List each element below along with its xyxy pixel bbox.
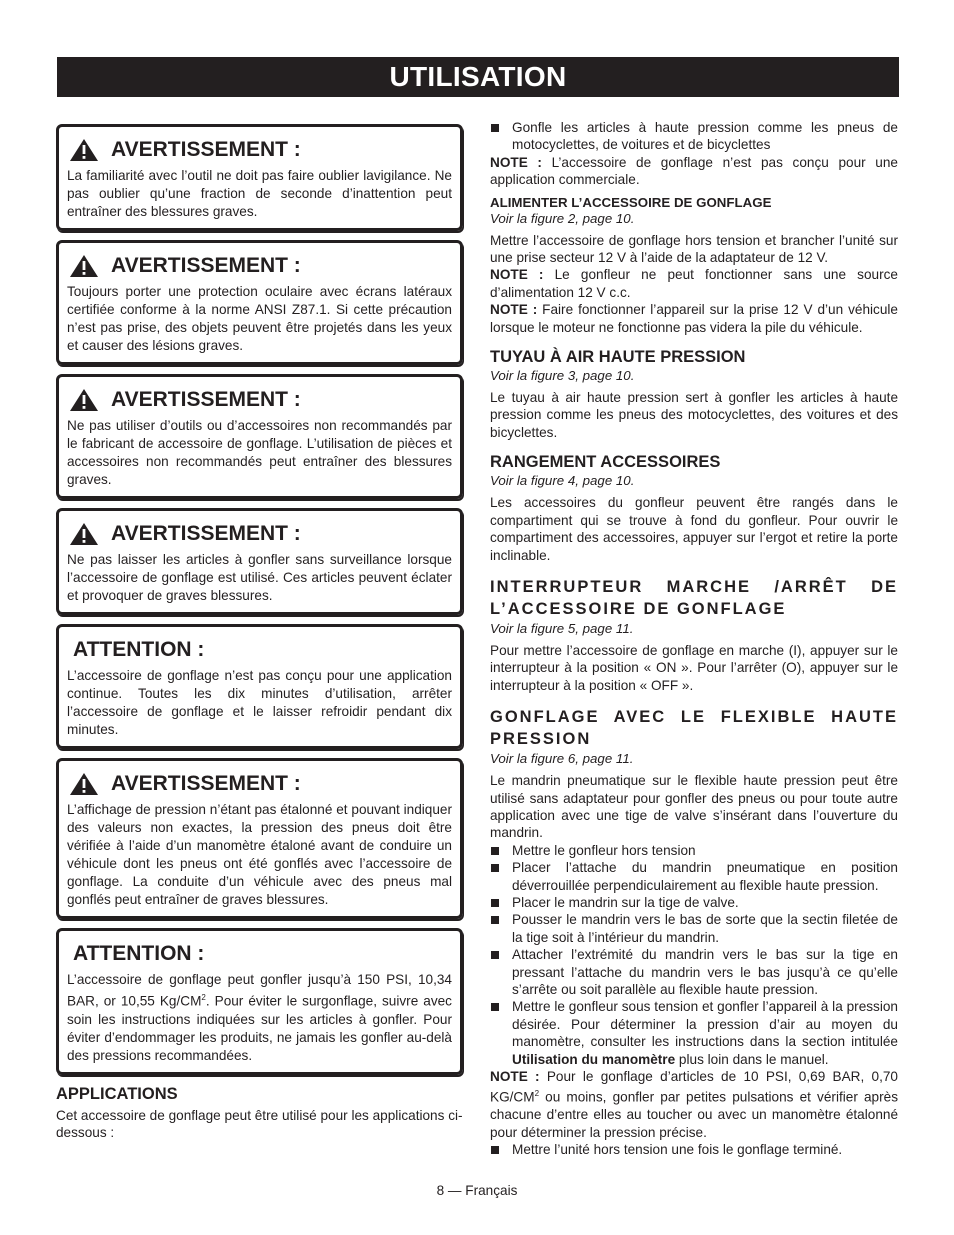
page-footer: 8 — Français bbox=[436, 1183, 518, 1198]
gonflage-steps bbox=[490, 842, 898, 1068]
warning-box-pressure-display bbox=[56, 758, 463, 919]
warning-triangle-icon bbox=[69, 254, 99, 278]
rangement-section bbox=[490, 453, 898, 564]
alimenter-note-1: NOTE : Le gonfleur ne peut fonctionner sans une source d’alimentation 12 V c.c. bbox=[490, 267, 898, 300]
warning-triangle-icon bbox=[69, 388, 99, 412]
alimenter-note-2: NOTE : Faire fonctionner l’appareil sur la prise 12 V d’un véhicule lorsque le moteur ne fonctionne pas videra la pile du véhicule. bbox=[490, 302, 898, 335]
warning-heading: AVERTISSEMENT : bbox=[111, 254, 301, 277]
gonflage-ref: Voir la figure 6, page 11. bbox=[490, 751, 634, 767]
interrupteur-ref: Voir la figure 5, page 11. bbox=[490, 620, 634, 636]
warning-triangle-icon bbox=[69, 522, 99, 546]
alimenter-heading: ALIMENTER L’ACCESSOIRE DE GONFLAGE bbox=[490, 194, 772, 210]
page-title-banner bbox=[57, 57, 899, 97]
applications-heading: APPLICATIONS bbox=[56, 1084, 178, 1103]
attention-text: L’accessoire de gonflage peut gonfler jusqu’à 150 PSI, 10,34 BAR, or 10,55 $Kg/CM^2$. Pour éviter le surgonflage, suivre avec soin les instructions indiquées sur les articles à gonfler. Pour éviter d’endommager les produits, ne jamais les gonfler au-delà des pressions recommandées. bbox=[67, 972, 452, 1063]
attention-box-continuous bbox=[56, 624, 463, 749]
list-item: Attacher l’extrémité du mandrin vers le bas sur la tige en pressant l’attache du mandrin vers le bas jusqu’à ce qu’elle s’arrête ou soit parallèle au flexible haute pression. bbox=[490, 946, 898, 998]
list-item: Mettre l’unité hors tension une fois le gonflage terminé. bbox=[490, 1141, 898, 1158]
list-item: Placer l’attache du mandrin pneumatique en position déverrouillée perpendiculairement au flexible haute pression. bbox=[490, 859, 898, 894]
warning-box-eye-protection bbox=[56, 240, 463, 365]
gonflage-text: Le mandrin pneumatique sur le flexible haute pression peut être utilisé sans adaptateur pour gonfler des pneus ou pour toute autre application avec une tige de valve s’insérant dans l’ouverture du mandrin. bbox=[490, 773, 898, 841]
attention-heading: ATTENTION : bbox=[73, 942, 205, 965]
list-item: Pousser le mandrin vers le bas de sorte que la sectin filetée de la tige soit à l’intérieur du mandrin. bbox=[490, 911, 898, 946]
interrupteur-heading: INTERRUPTEUR MARCHE /ARRÊT DE L’ACCESSOIRE DE GONFLAGE bbox=[490, 577, 898, 618]
warning-heading: AVERTISSEMENT : bbox=[111, 772, 301, 795]
tuyau-ref: Voir la figure 3, page 10. bbox=[490, 368, 635, 384]
warning-triangle-icon bbox=[69, 772, 99, 796]
tuyau-heading: TUYAU À AIR HAUTE PRESSION bbox=[490, 348, 746, 367]
tuyau-section bbox=[490, 348, 898, 441]
list-item: Mettre le gonfleur hors tension bbox=[490, 842, 898, 859]
alimenter-ref: Voir la figure 2, page 10. bbox=[490, 210, 635, 226]
attention-box-overinflation bbox=[56, 928, 463, 1075]
page-title: UTILISATION bbox=[389, 61, 567, 92]
applications-text: Cet accessoire de gonflage peut être utilisé pour les applications ci-dessous : bbox=[56, 1107, 463, 1140]
left-column bbox=[56, 124, 463, 1147]
applications-note: NOTE : L’accessoire de gonflage n’est pas conçu pour une application commerciale. bbox=[490, 154, 898, 188]
gonflage-final-step bbox=[490, 1141, 898, 1158]
attention-text: L’accessoire de gonflage n’est pas conçu pour une application continue. Toutes les dix minutes d’utilisation, arrêter l’accessoire de gonflage et le laisser refroidir pendant dix minutes. bbox=[67, 668, 452, 737]
warning-box-vigilance bbox=[56, 124, 463, 231]
warning-text: L’affichage de pression n’étant pas étalonné et pouvant indiquer des valeurs non exactes, la pression des pneus doit être vérifiée à l’aide d’un manomètre étaloné avant de conduire un véhicule dont les pneus ont été gonflés avec l’accessoire de gonflage. La conduite d’un véhicule avec des pneus mal gonflés peut entraîner de graves blessures. bbox=[67, 802, 452, 907]
applications-list bbox=[490, 119, 898, 154]
tuyau-text: Le tuyau à air haute pression sert à gonfler les articles à haute pression comme les pneus des motocyclettes, des voitures et des bicyclettes. bbox=[490, 390, 898, 440]
warning-heading: AVERTISSEMENT : bbox=[111, 388, 301, 411]
rangement-text: Les accessoires du gonfleur peuvent être rangés dans le compartiment qui se trouve à fond du gonfleur. Pour ouvrir le compartiment des accessoires, appuyer sur l’ergot et retire la porte inclinable. bbox=[490, 495, 898, 563]
warning-text: Ne pas utiliser d’outils ou d’accessoires non recommandés par le fabricant de accessoire de gonflage. L’utilisation de pièces et accessoires non recommandés peut entraîner des blessures graves. bbox=[67, 418, 452, 487]
interrupteur-section bbox=[490, 576, 898, 694]
warning-heading: AVERTISSEMENT : bbox=[111, 522, 301, 545]
warning-triangle-icon bbox=[69, 138, 99, 162]
warning-text: La familiarité avec l’outil ne doit pas faire oublier lavigilance. Ne pas oublier qu’une fraction de seconde d’inattention peut entraîner des blessures graves. bbox=[67, 168, 452, 219]
rangement-heading: RANGEMENT ACCESSOIRES bbox=[490, 453, 721, 472]
interrupteur-text: Pour mettre l’accessoire de gonflage en marche (I), appuyer sur le interrupteur à la position « ON ». Pour l’arrêter (O), appuyer sur le interrupteur à la position « OFF ». bbox=[490, 642, 898, 693]
gonflage-heading: GONFLAGE AVEC LE FLEXIBLE HAUTE PRESSION bbox=[490, 708, 898, 749]
warning-box-accessories bbox=[56, 374, 463, 499]
right-column bbox=[490, 119, 898, 1159]
warning-text: Ne pas laisser les articles à gonfler sans surveillance lorsque l’accessoire de gonflage est utilisé. Ces articles peuvent éclater et provoquer de graves blessures. bbox=[67, 552, 452, 603]
gonflage-section bbox=[490, 706, 898, 1158]
warning-text: Toujours porter une protection oculaire avec écrans latéraux certifiée conforme à la norme ANSI Z87.1. Si cette précaution n’est pas prise, des objets peuvent être projetés dans les yeux et causer des lésions graves. bbox=[67, 284, 452, 353]
alimenter-text: Mettre l’accessoire de gonflage hors tension et brancher l’unité sur une prise secteur 12 V à l’aide de la adaptateur de 12 V. bbox=[490, 232, 898, 266]
gonflage-note: NOTE : Pour le gonflage d’articles de 10 PSI, 0,69 BAR, 0,70 $KG/CM^2$ ou moins, gonfler par petites pulsations et vérifier après chacune d’entre elles au toucher ou avec un manomètre étalonné pour déterminer la pression précise. bbox=[490, 1069, 898, 1140]
warning-heading: AVERTISSEMENT : bbox=[111, 138, 301, 161]
attention-heading: ATTENTION : bbox=[73, 638, 205, 661]
list-item: Gonfle les articles à haute pression comme les pneus de motocyclettes, de voitures et de bicyclettes bbox=[490, 119, 898, 154]
rangement-ref: Voir la figure 4, page 10. bbox=[490, 473, 635, 489]
warning-box-unattended bbox=[56, 508, 463, 615]
list-item: Mettre le gonfleur sous tension et gonfler l’appareil à la pression désirée. Pour déterminer la pression d’air au moyen du manomètre, consulter les instructions dans la section intitulée Utilisation du manomètre plus loin dans le manuel. bbox=[490, 998, 898, 1068]
list-item: Placer le mandrin sur la tige de valve. bbox=[490, 894, 898, 911]
